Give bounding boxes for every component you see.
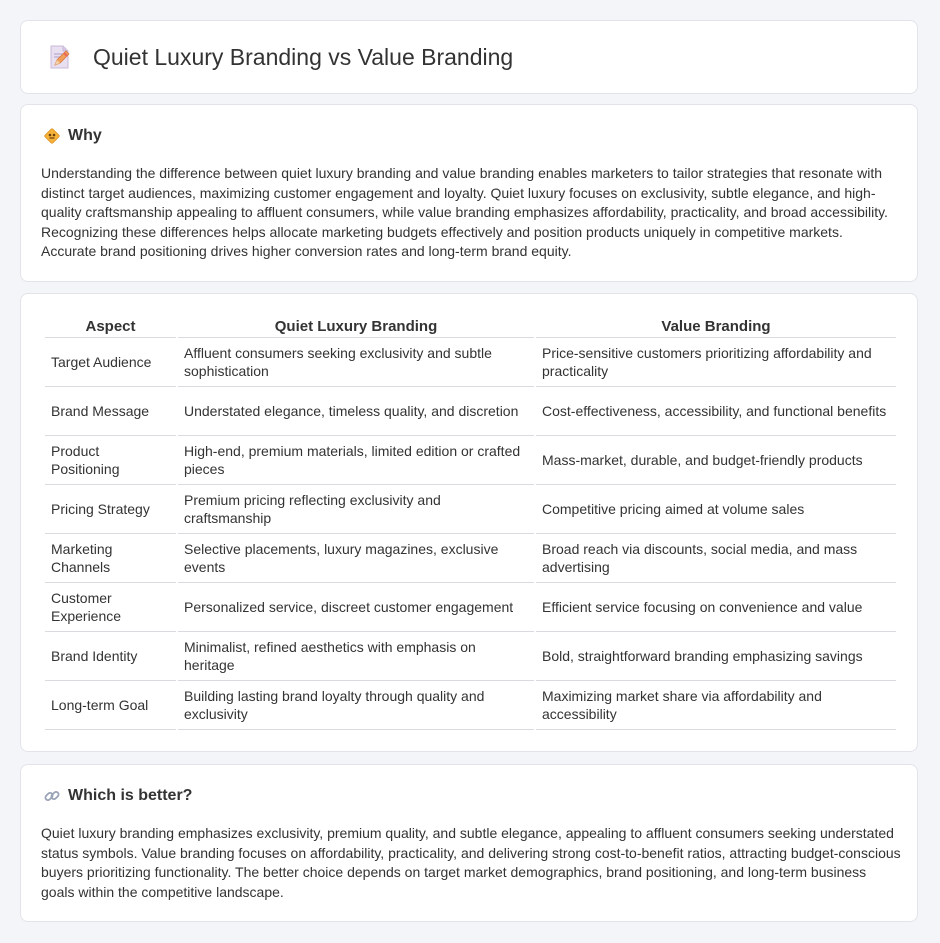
cell-aspect: Customer Experience xyxy=(45,583,176,632)
cell-luxury: Understated elegance, timeless quality, and discretion xyxy=(178,387,534,436)
why-heading xyxy=(43,127,102,145)
cell-luxury: Building lasting brand loyalty through quality and exclusivity xyxy=(178,681,534,730)
cell-aspect: Brand Message xyxy=(45,387,176,436)
page-title: Quiet Luxury Branding vs Value Branding xyxy=(93,43,514,70)
link-icon xyxy=(43,787,61,805)
why-paragraph: Understanding the difference between quiet luxury branding and value branding enables marketers to tailor strategies that resonate with distinct target audiences, maximizing customer engagement and loyalty. Quiet luxury focuses on exclusivity, subtle elegance, and high-quality craftsmanship appealing to affluent consumers, while value branding emphasizes affordability, practicality, and broad accessibility. Recognizing these differences helps allocate marketing budgets effectively and position products uniquely in competitive markets. Accurate brand positioning drives higher conversion rates and long-term brand equity. xyxy=(41,165,888,260)
title-row xyxy=(45,43,513,71)
cell-luxury: Minimalist, refined aesthetics with emphasis on heritage xyxy=(178,632,534,681)
table-row xyxy=(45,436,896,485)
header-aspect: Aspect xyxy=(45,316,176,338)
table-row xyxy=(45,534,896,583)
table-row xyxy=(45,681,896,730)
cell-aspect: Brand Identity xyxy=(45,632,176,681)
why-section xyxy=(20,104,918,282)
cell-value: Cost-effectiveness, accessibility, and functional benefits xyxy=(536,387,896,436)
cell-value: Broad reach via discounts, social media, and mass advertising xyxy=(536,534,896,583)
cell-aspect: Product Positioning xyxy=(45,436,176,485)
cell-aspect: Pricing Strategy xyxy=(45,485,176,534)
better-title: Which is better? xyxy=(68,787,193,804)
table-row xyxy=(45,583,896,632)
which-is-better-section xyxy=(20,764,918,922)
cell-luxury: High-end, premium materials, limited edition or crafted pieces xyxy=(178,436,534,485)
table-row xyxy=(45,485,896,534)
cell-luxury: Premium pricing reflecting exclusivity and craftsmanship xyxy=(178,485,534,534)
header-value-branding: Value Branding xyxy=(536,316,896,338)
cell-value: Mass-market, durable, and budget-friendly products xyxy=(536,436,896,485)
diamond-road-sign-icon xyxy=(43,127,61,145)
why-title: Why xyxy=(68,127,102,144)
table-header-row xyxy=(45,316,896,338)
cell-luxury: Selective placements, luxury magazines, exclusive events xyxy=(178,534,534,583)
cell-value: Maximizing market share via affordability and accessibility xyxy=(536,681,896,730)
cell-aspect: Marketing Channels xyxy=(45,534,176,583)
comparison-section xyxy=(20,293,918,752)
better-heading xyxy=(43,787,192,805)
cell-value: Competitive pricing aimed at volume sales xyxy=(536,485,896,534)
better-paragraph: Quiet luxury branding emphasizes exclusivity, premium quality, and subtle elegance, appealing to affluent consumers seeking understated status symbols. Value branding focuses on affordability, practicality, and delivering strong cost-to-benefit ratios, attracting budget-conscious buyers prioritizing functionality. The better choice depends on target market demographics, brand positioning, and long-term business goals within the competitive landscape. xyxy=(41,825,901,900)
table-row xyxy=(45,632,896,681)
cell-luxury: Personalized service, discreet customer engagement xyxy=(178,583,534,632)
cell-aspect: Long-term Goal xyxy=(45,681,176,730)
cell-value: Price-sensitive customers prioritizing affordability and practicality xyxy=(536,338,896,387)
cell-luxury: Affluent consumers seeking exclusivity and subtle sophistication xyxy=(178,338,534,387)
header-quiet-luxury: Quiet Luxury Branding xyxy=(178,316,534,338)
title-card xyxy=(20,20,918,94)
cell-aspect: Target Audience xyxy=(45,338,176,387)
cell-value: Bold, straightforward branding emphasizing savings xyxy=(536,632,896,681)
table-row xyxy=(45,387,896,436)
document-edit-icon xyxy=(45,43,73,71)
comparison-table xyxy=(43,316,898,730)
table-row xyxy=(45,338,896,387)
cell-value: Efficient service focusing on convenience and value xyxy=(536,583,896,632)
